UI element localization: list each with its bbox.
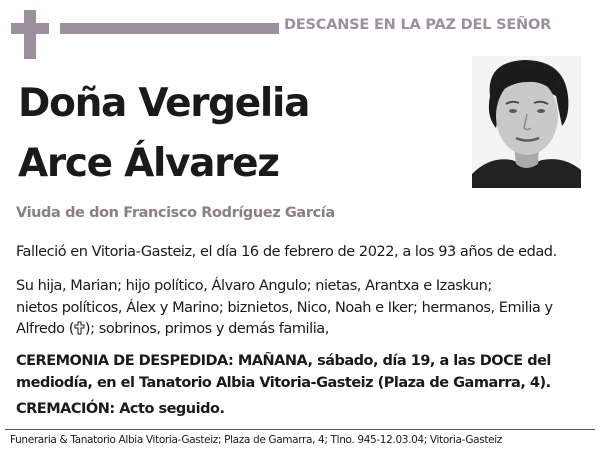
deceased-name-first: Doña Vergelia	[18, 81, 310, 126]
family-line: nietos políticos, Álex y Marino; biznietos, Nico, Noah e Iker; hermanos, Emilia y	[16, 299, 553, 316]
cross-icon	[74, 321, 85, 343]
family-line-start: Alfredo (	[16, 321, 74, 337]
family-line	[16, 319, 553, 343]
footer-divider	[5, 429, 595, 430]
footer-funeral-home: Funeraria & Tanatorio Albia Vitoria-Gasteiz; Plaza de Gamarra, 4; Tlno. 945-12.03.04; Vitoria-Gasteiz	[10, 434, 502, 446]
cremation-text: CREMACIÓN: Acto seguido.	[16, 401, 225, 417]
death-notice-text: Falleció en Vitoria-Gasteiz, el día 16 de febrero de 2022, a los 93 años de edad.	[16, 244, 557, 260]
family-paragraph	[16, 276, 553, 343]
ceremony-paragraph	[16, 350, 551, 394]
ceremony-line: CEREMONIA DE DESPEDIDA: MAÑANA, sábado, día 19, a las DOCE del	[16, 353, 551, 369]
ceremony-line: mediodía, en el Tanatorio Albia Vitoria-Gasteiz (Plaza de Gamarra, 4).	[16, 375, 551, 391]
header-title: DESCANSE EN LA PAZ DEL SEÑOR	[284, 17, 552, 33]
family-line: Su hija, Marian; hijo político, Álvaro Angulo; nietas, Arantxa e Izaskun;	[16, 278, 492, 294]
family-line-end: ); sobrinos, primos y demás familia,	[84, 321, 329, 337]
deceased-name-last: Arce Álvarez	[18, 141, 279, 186]
widow-of-subtitle: Viuda de don Francisco Rodríguez García	[16, 205, 335, 221]
portrait-photo	[472, 56, 581, 188]
header-rule	[60, 23, 279, 34]
